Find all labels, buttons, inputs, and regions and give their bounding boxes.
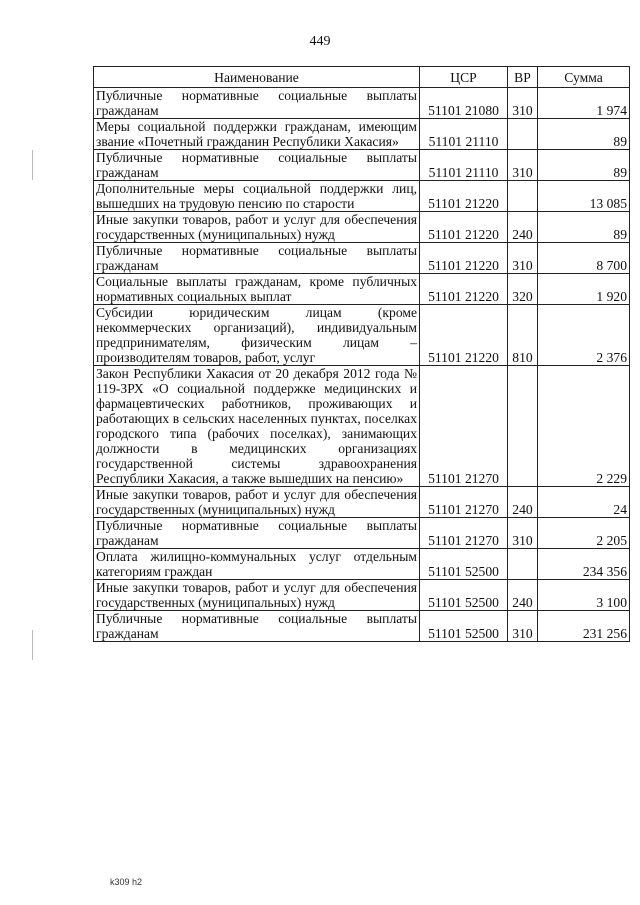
cell-csr: 51101 52500 [420, 549, 508, 580]
cell-vr: 240 [508, 580, 538, 611]
table-row [94, 487, 630, 518]
table-row [94, 88, 630, 119]
table-header-row [94, 67, 630, 88]
cell-name: Иные закупки товаров, работ и услуг для обеспечения государственных (муниципальных) нужд [94, 487, 420, 518]
cell-vr [508, 181, 538, 212]
cell-sum: 2 205 [538, 518, 630, 549]
table-body [94, 88, 630, 642]
cell-vr: 310 [508, 243, 538, 274]
cell-sum: 13 085 [538, 181, 630, 212]
cell-vr: 240 [508, 487, 538, 518]
cell-name: Публичные нормативные социальные выплаты гражданам [94, 518, 420, 549]
column-header-vr: ВР [508, 67, 538, 88]
column-header-name: Наименование [94, 67, 420, 88]
cell-name: Меры социальной поддержки гражданам, имеющим звание «Почетный гражданин Республики Хакасия» [94, 119, 420, 150]
margin-mark [32, 630, 33, 660]
table-row [94, 305, 630, 366]
cell-csr: 51101 21110 [420, 150, 508, 181]
cell-vr: 320 [508, 274, 538, 305]
cell-name: Публичные нормативные социальные выплаты гражданам [94, 88, 420, 119]
cell-csr: 51101 21270 [420, 487, 508, 518]
table-row [94, 212, 630, 243]
table-row [94, 611, 630, 642]
table-row [94, 181, 630, 212]
cell-vr [508, 119, 538, 150]
cell-sum: 8 700 [538, 243, 630, 274]
column-header-sum: Сумма [538, 67, 630, 88]
table-row [94, 549, 630, 580]
cell-csr: 51101 21220 [420, 274, 508, 305]
cell-sum: 24 [538, 487, 630, 518]
cell-name: Иные закупки товаров, работ и услуг для обеспечения государственных (муниципальных) нужд [94, 212, 420, 243]
cell-csr: 51101 21220 [420, 181, 508, 212]
cell-sum: 231 256 [538, 611, 630, 642]
cell-vr: 810 [508, 305, 538, 366]
table-row [94, 580, 630, 611]
cell-vr [508, 549, 538, 580]
margin-mark [32, 150, 33, 180]
column-header-csr: ЦСР [420, 67, 508, 88]
cell-name: Дополнительные меры социальной поддержки лиц, вышедших на трудовую пенсию по старости [94, 181, 420, 212]
cell-name: Публичные нормативные социальные выплаты гражданам [94, 611, 420, 642]
table-row [94, 243, 630, 274]
cell-csr: 51101 21220 [420, 243, 508, 274]
cell-csr: 51101 52500 [420, 611, 508, 642]
footer-code: k309 h2 [110, 877, 143, 887]
cell-vr: 310 [508, 611, 538, 642]
table-row [94, 150, 630, 181]
cell-sum: 2 376 [538, 305, 630, 366]
cell-csr: 51101 52500 [420, 580, 508, 611]
cell-sum: 1 974 [538, 88, 630, 119]
cell-name: Оплата жилищно-коммунальных услуг отдельным категориям граждан [94, 549, 420, 580]
cell-name: Социальные выплаты гражданам, кроме публичных нормативных социальных выплат [94, 274, 420, 305]
table-row [94, 366, 630, 487]
cell-vr: 310 [508, 88, 538, 119]
cell-name: Иные закупки товаров, работ и услуг для обеспечения государственных (муниципальных) нужд [94, 580, 420, 611]
table-row [94, 518, 630, 549]
cell-vr: 310 [508, 518, 538, 549]
cell-csr: 51101 21270 [420, 366, 508, 487]
table-row [94, 119, 630, 150]
page-number: 449 [309, 34, 331, 49]
cell-sum: 2 229 [538, 366, 630, 487]
cell-sum: 89 [538, 150, 630, 181]
cell-name: Публичные нормативные социальные выплаты гражданам [94, 243, 420, 274]
cell-sum: 89 [538, 119, 630, 150]
cell-sum: 3 100 [538, 580, 630, 611]
cell-sum: 234 356 [538, 549, 630, 580]
cell-sum: 1 920 [538, 274, 630, 305]
cell-csr: 51101 21270 [420, 518, 508, 549]
table-row [94, 274, 630, 305]
budget-table [93, 66, 630, 642]
cell-name: Закон Республики Хакасия от 20 декабря 2012 года № 119-ЗРХ «О социальной поддержке медицинских и фармацевтических работников, проживающих и работающих в сельских населенных пунктах, поселках городского типа (рабочих поселках), занимающих должности в медицинских организациях государственной системы здравоохранения Республики Хакасия, а также вышедших на пенсию» [94, 366, 420, 487]
cell-vr: 310 [508, 150, 538, 181]
cell-csr: 51101 21080 [420, 88, 508, 119]
cell-csr: 51101 21220 [420, 305, 508, 366]
cell-name: Публичные нормативные социальные выплаты гражданам [94, 150, 420, 181]
cell-csr: 51101 21110 [420, 119, 508, 150]
cell-vr: 240 [508, 212, 538, 243]
cell-name: Субсидии юридическим лицам (кроме некоммерческих организаций), индивидуальным предпринимателям, физическим лицам – производителям товаров, работ, услуг [94, 305, 420, 366]
cell-csr: 51101 21220 [420, 212, 508, 243]
cell-sum: 89 [538, 212, 630, 243]
cell-vr [508, 366, 538, 487]
